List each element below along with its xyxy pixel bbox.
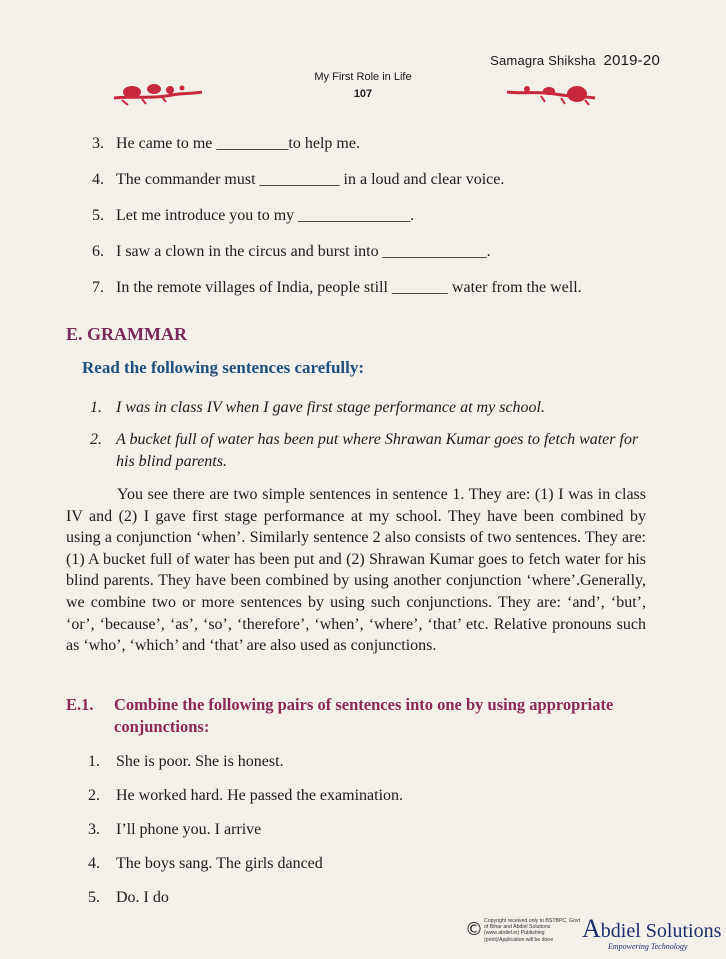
exercise-heading: [66, 694, 646, 738]
section-heading: E. GRAMMAR: [66, 324, 187, 344]
brand-tagline: Empowering Technology: [608, 942, 688, 951]
explanation-paragraph: You see there are two simple sentences in sentence 1. They are: (1) I was in class IV and (2) I gave first stage performance at my school. They have been combined by using a conjunction ‘when’. Similarly sentence 2 also consists of two sentences. They are: (1) A bucket full of water has been put and (2) Shrawan Kumar goes to fetch water for his blind parents. They have been combined by using another conjunction ‘where’.Generally, we combine two or more sentences by using such conjunctions. They are: ‘and’, ‘but’, ‘or’, ‘because’, ‘as’, ‘so’, ‘therefore’, ‘when’, ‘where’, ‘that’ etc. Relative pronouns such as ‘who’, ‘which’ and ‘that’ are also used as conjunctions.: [66, 486, 646, 655]
example-sentences: [90, 397, 650, 483]
list-item: 5. Do. I do: [88, 889, 169, 906]
list-item: 5. Let me introduce you to my ______________.: [92, 207, 415, 224]
list-item: 2. He worked hard. He passed the examination.: [88, 787, 404, 804]
exercise-list: [88, 751, 588, 921]
brand-logo: [582, 914, 724, 951]
series-header: [490, 52, 660, 69]
list-item: 3. He came to me _________to help me.: [92, 135, 360, 152]
brand-initial: A: [582, 914, 601, 943]
series-name: Samagra Shiksha: [490, 53, 596, 68]
brand-name: bdiel Solutions: [600, 920, 722, 942]
list-item: 7. In the remote villages of India, people still _______ water from the well.: [92, 279, 582, 296]
page-number: 107: [353, 88, 373, 100]
list-item: 1. She is poor. She is honest.: [88, 753, 284, 770]
list-item: 3. I’ll phone you. I arrive: [88, 821, 262, 838]
section-subheading: Read the following sentences carefully:: [82, 358, 365, 377]
list-item: 2. A bucket full of water has been put where Shrawan Kumar goes to fetch water for his blind parents.: [90, 431, 639, 470]
list-item: 6. I saw a clown in the circus and burst into _____________.: [92, 243, 491, 260]
chapter-header: [0, 71, 726, 100]
list-item: 4. The boys sang. The girls danced: [88, 855, 323, 872]
exercise-label: E.1.: [66, 695, 94, 714]
list-item: 4. The commander must __________ in a loud and clear voice.: [92, 171, 505, 188]
exercise-instruction: Combine the following pairs of sentences into one by using appropriate conjunctions:: [114, 695, 614, 736]
list-item: 1. I was in class IV when I gave first stage performance at my school.: [90, 399, 545, 416]
series-year: 2019-20: [603, 52, 660, 69]
copyright-note: Copyright received only to BSTBPC, Govt of Bihar and Abdiel Solutions (www.abdiel.in) Publishing (print)/Application will be done: [484, 918, 581, 943]
fill-in-blanks-list: [92, 133, 692, 313]
chapter-title: My First Role in Life: [314, 71, 412, 83]
copyright-icon: ©: [465, 919, 483, 940]
right-floral-ornament: [505, 80, 597, 108]
